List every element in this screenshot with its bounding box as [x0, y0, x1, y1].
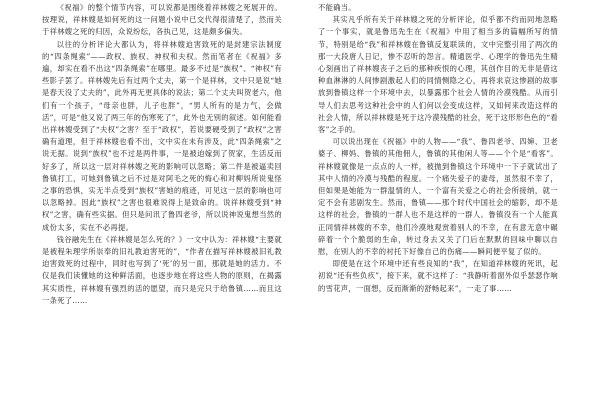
paragraph: 可以说出现在《祝福》中的人物——“我”、鲁四老爷、四婶、卫老婆子、柳妈、鲁镇的其他佣人，鲁镇的其他闲人等——个个是“看客”。祥林嫂就像是一点点的人一样，被抛到鲁镇这个环境中一下子就试出了其中人情的冷漠与残酷的程度。一个痛失爱子的妻母，虽然很不幸了，但如果是她能为一群温情的人，一个富有关爱之心的社会所接纳，就一定不会有悲剧发生。然而，鲁镇——那个时代中国社会的缩影，却不是这样的社会，鲁镇的一群人也不是这样的一群人。鲁镇没有一个人能真正同情祥林嫂的不幸，他们冷漠地观赏着别人的不幸，在有意无意中碾碎着一个个脆弱的生命，转过身去又关了门后在默默的回味中聊以自慰，在别人的不幸的衬托下好像自己的伤痛——瞬间便平复了似的。 [318, 137, 558, 257]
paragraph: 钱谷融先生在《祥林嫂是怎么死的？》一文中认为：祥林嫂“主要就是被程朱理学所崇奉的旧礼教迫害死的”，“作者在描写祥林嫂被旧礼教迫害致死的过程中，同时也写到了‘死’的另一面，那就是她的活力。不仅是我们读懂她的这种鲜活面，也逐步地在将这些人物的原则，在揭露其实质性，祥林嫂有强烈的活的愿望，而只是完只于给鲁镇……而且这一条死了…… [42, 234, 282, 305]
right-column [318, 2, 558, 400]
paragraph: 不能确当。 [318, 3, 356, 12]
paragraph: 其实凡乎所有关于祥林嫂之死的分析评论，似乎都不约而同地忽略了一个事实，就是鲁迅先生在《祝福》中用了相当多的篇幅所写的情节，特别是给“我”和祥林嫂在鲁镇反复联读的，文中完整引用了两次的那一大段唐人日记，惨不忍听的怨言。精通医学、心理学的鲁迅先生精心刻画出了祥林嫂丧子之后的那种疾恨的心理，其创作目的无非是借这种血淋淋的人间惨剧激起人们的同情恻隐之心，再将求哀这惨剧的故事放到鲁镇这样一个环境中去，以暴露那个社会人情的冷漠残酷。从而引导人们去思考这种社会中的人们何以会变成这样，又如何来改造这样的社会人情，所以祥林嫂是死于这冷漠残酷的社会，死于这形形色色的“看客”之手的。 [318, 15, 558, 135]
paragraph: 以往的分析评论大都认为，将祥林嫂迫害致死的是封建宗法制度的“四条绳索”——政权、族权、神权和夫权。然而笔者在《祝福》多遍，却实在看不出这“四条绳索”在哪里。最多不过是“族权”、“神权”有些影子罢了。祥林嫂先后有过两个丈夫，第一个是祥林，文中只是说“她是春天没了丈夫的”，此外再无更具体的说法；第二个丈夫叫贺老六，他们有一个孩子，“母亲也胖，儿子也胖”，“男人所有的是力气，会做活”，可是“他又说了两三年的伤寒死了”，此外也无别的叙述。如何能看出祥林嫂受到了“夫权”之害？至于“政权”，若说要硬受到了“政权”之害确有道理，但于祥林嫂也看不出，文中实在未有涉及，此“四条绳索”之说无据。说到“族权”也不过是两件事，一是被迫嫁到了贺家，生活反而好多了，所以这一层对祥林嫂之死的影响可以忽略；第二件是被逼卖回鲁镇打工，可她到鲁镇之后不过是对阿毛之死的悔心和对柳妈所说鬼怪之事的恐惧，实无半点受到“族权”害她的痕迹，可见这一层的影响也可以忽略掉。因此“族权”之害也很难说得上是致命的。说祥林嫂受到“神权”之害，确有些实据。但只是问讯了鲁四老爷，所以说神说鬼想当然的成份太多，实在不必再提。 [42, 39, 282, 232]
paragraph: 即使是在这个环境中还有些良知的“我”，在知道祥林嫂的死讯，起初说“还有些负疚”，接下来，就不这样了：“我静听着窗外似乎瑟瑟作响的雪花声，一面想，反而渐渐的舒畅起来”，一走了事…… [318, 259, 558, 293]
left-column [42, 2, 282, 400]
paragraph: 《祝福》的整个情节内容，可以说都是围绕着祥林嫂之死展开的。按理说，祥林嫂是如何死的这一问题小说中已交代得很清楚了，然而关于祥林嫂之死的归因，众说纷纭，各执己见，这是颇多偏失。 [42, 3, 282, 37]
